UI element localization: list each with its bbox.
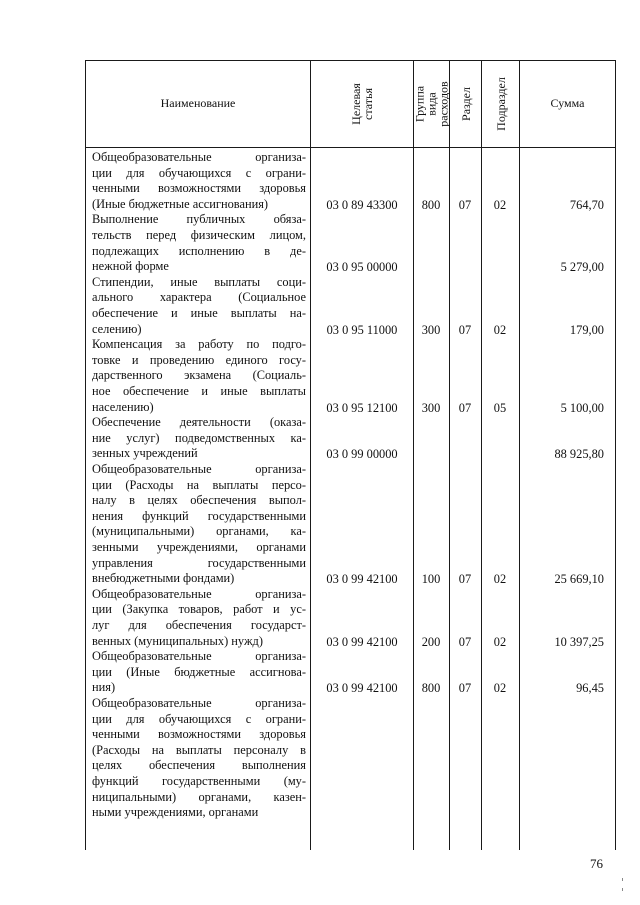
row-name-line: ченными возможностями здоровья (92, 727, 306, 742)
header-section: Раздел (458, 87, 473, 121)
row-amount: 179,00 (569, 322, 604, 337)
row-amount: 88 925,80 (554, 447, 604, 462)
row-target-article: 03 0 95 11000 (326, 322, 398, 337)
row-name-line: нежной форме (92, 259, 169, 274)
row-subsection: 05 (493, 400, 507, 415)
row-amount: 5 100,00 (560, 400, 604, 415)
row-target-article: 03 0 99 42100 (326, 681, 398, 696)
row-name-line: населению) (92, 399, 154, 414)
row-name-line: целях обеспечения выполнения (92, 758, 306, 773)
row-amount: 10 397,25 (554, 634, 604, 649)
row-name (92, 587, 306, 649)
row-name-line: (Расходы на выплаты персоналу в (92, 742, 306, 757)
row-name-line: луг для обеспечения государст- (92, 617, 306, 632)
column-divider (85, 60, 86, 850)
row-name-line: Стипендии, иные выплаты соци- (92, 274, 306, 289)
row-amount: 25 669,10 (554, 572, 604, 587)
row-section: 07 (458, 681, 472, 696)
row-name-line: налу в целях обеспечения выпол- (92, 493, 306, 508)
row-expense-group: 200 (421, 634, 441, 649)
row-subsection: 02 (493, 197, 507, 212)
row-section: 07 (458, 634, 472, 649)
row-expense-group: 800 (421, 197, 441, 212)
row-expense-group: 300 (421, 400, 441, 415)
row-name-line: (Иные бюджетные ассигнования) (92, 196, 269, 211)
row-name-line: ции (Закупка товаров, работ и ус- (92, 602, 306, 617)
row-name-line: Обеспечение деятельности (оказа- (92, 415, 306, 430)
row-name (92, 415, 306, 462)
header-bottom-border (85, 147, 616, 148)
row-amount: 96,45 (576, 681, 604, 696)
row-section: 07 (458, 572, 472, 587)
row-name-line: ниципальными) органами, казен- (92, 789, 306, 804)
row-target-article: 03 0 99 42100 (326, 634, 398, 649)
row-name (92, 337, 306, 415)
header-amount: Сумма (550, 96, 585, 110)
row-name-line: тельств перед физическим лицом, (92, 227, 306, 242)
row-name-line: ции для обучающихся с ограни- (92, 165, 306, 180)
row-name-line: ния) (92, 680, 116, 695)
row-name-line: венных (муниципальных) нужд) (92, 633, 263, 648)
row-name-line: ние услуг) подведомственных ка- (92, 430, 306, 445)
column-divider (413, 60, 414, 850)
scan-speck (622, 878, 623, 881)
row-name-line: Общеобразовательные организа- (92, 462, 306, 476)
row-expense-group: 100 (421, 572, 441, 587)
row-name-line: ции для обучающихся с ограни- (92, 711, 306, 726)
row-name-line: управления государственными (92, 555, 306, 570)
column-divider (519, 60, 520, 850)
row-name-line: Общеобразовательные организа- (92, 150, 306, 164)
row-name-line: ное обеспечение и иные выплаты (92, 383, 306, 398)
row-subsection: 02 (493, 572, 507, 587)
row-name-line: обеспечение и иные выплаты на- (92, 305, 306, 320)
row-name-line: зенных учреждений (92, 446, 198, 461)
column-divider (310, 60, 311, 850)
row-name-line: Выполнение публичных обяза- (92, 212, 306, 227)
row-section: 07 (458, 322, 472, 337)
row-name-line: Компенсация за работу по подго- (92, 337, 306, 352)
row-name (92, 462, 306, 587)
row-name-line: селению) (92, 321, 142, 336)
header-target-article: Целевая статья (349, 83, 375, 125)
row-name-line: зенными учреждениями, органами (92, 539, 306, 554)
row-name-line: функций государственными (му- (92, 773, 306, 788)
row-name-line: внебюджетными фондами) (92, 571, 235, 586)
row-name-line: Общеобразовательные организа- (92, 649, 306, 664)
row-name (92, 150, 306, 212)
row-name-line: ции (Иные бюджетные ассигнова- (92, 664, 306, 679)
row-target-article: 03 0 89 43300 (326, 197, 398, 212)
row-name (92, 649, 306, 696)
row-section: 07 (458, 400, 472, 415)
row-amount: 5 279,00 (560, 260, 604, 275)
row-name-line: ции (Расходы на выплаты персо- (92, 477, 306, 492)
row-target-article: 03 0 99 42100 (326, 572, 398, 587)
header-name: Наименование (160, 96, 236, 110)
row-subsection: 02 (493, 681, 507, 696)
column-divider (481, 60, 482, 850)
page-number: 76 (590, 856, 603, 871)
header-subsection: Подраздел (493, 77, 508, 131)
row-name-line: ными учреждениями, органами (92, 805, 259, 820)
row-name-line: нения функций государственными (92, 508, 306, 523)
row-name (92, 275, 306, 337)
row-subsection: 02 (493, 322, 507, 337)
row-name-line: подлежащих исполнению в де- (92, 243, 306, 258)
row-amount: 764,70 (569, 197, 604, 212)
column-divider (449, 60, 450, 850)
row-name-line: Общеобразовательные организа- (92, 696, 306, 710)
row-name-line: дарственного экзамена (Социаль- (92, 368, 306, 383)
row-expense-group: 800 (421, 681, 441, 696)
row-section: 07 (458, 197, 472, 212)
header-expense-group: Группа вида расходов (412, 81, 451, 127)
row-expense-group: 300 (421, 322, 441, 337)
row-name-line: (муниципальными) органами, ка- (92, 524, 306, 539)
column-divider (615, 60, 616, 850)
row-name-line: ченными возможностями здоровья (92, 181, 306, 196)
row-name (92, 696, 306, 821)
row-name-line: товке и проведению единого госу- (92, 352, 306, 367)
row-name (92, 212, 306, 274)
row-target-article: 03 0 95 00000 (326, 260, 398, 275)
row-target-article: 03 0 95 12100 (326, 400, 398, 415)
row-name-line: Общеобразовательные организа- (92, 586, 306, 601)
row-subsection: 02 (493, 634, 507, 649)
row-target-article: 03 0 99 00000 (326, 447, 398, 462)
row-name-line: ального характера (Социальное (92, 290, 306, 305)
scan-speck (622, 888, 623, 891)
